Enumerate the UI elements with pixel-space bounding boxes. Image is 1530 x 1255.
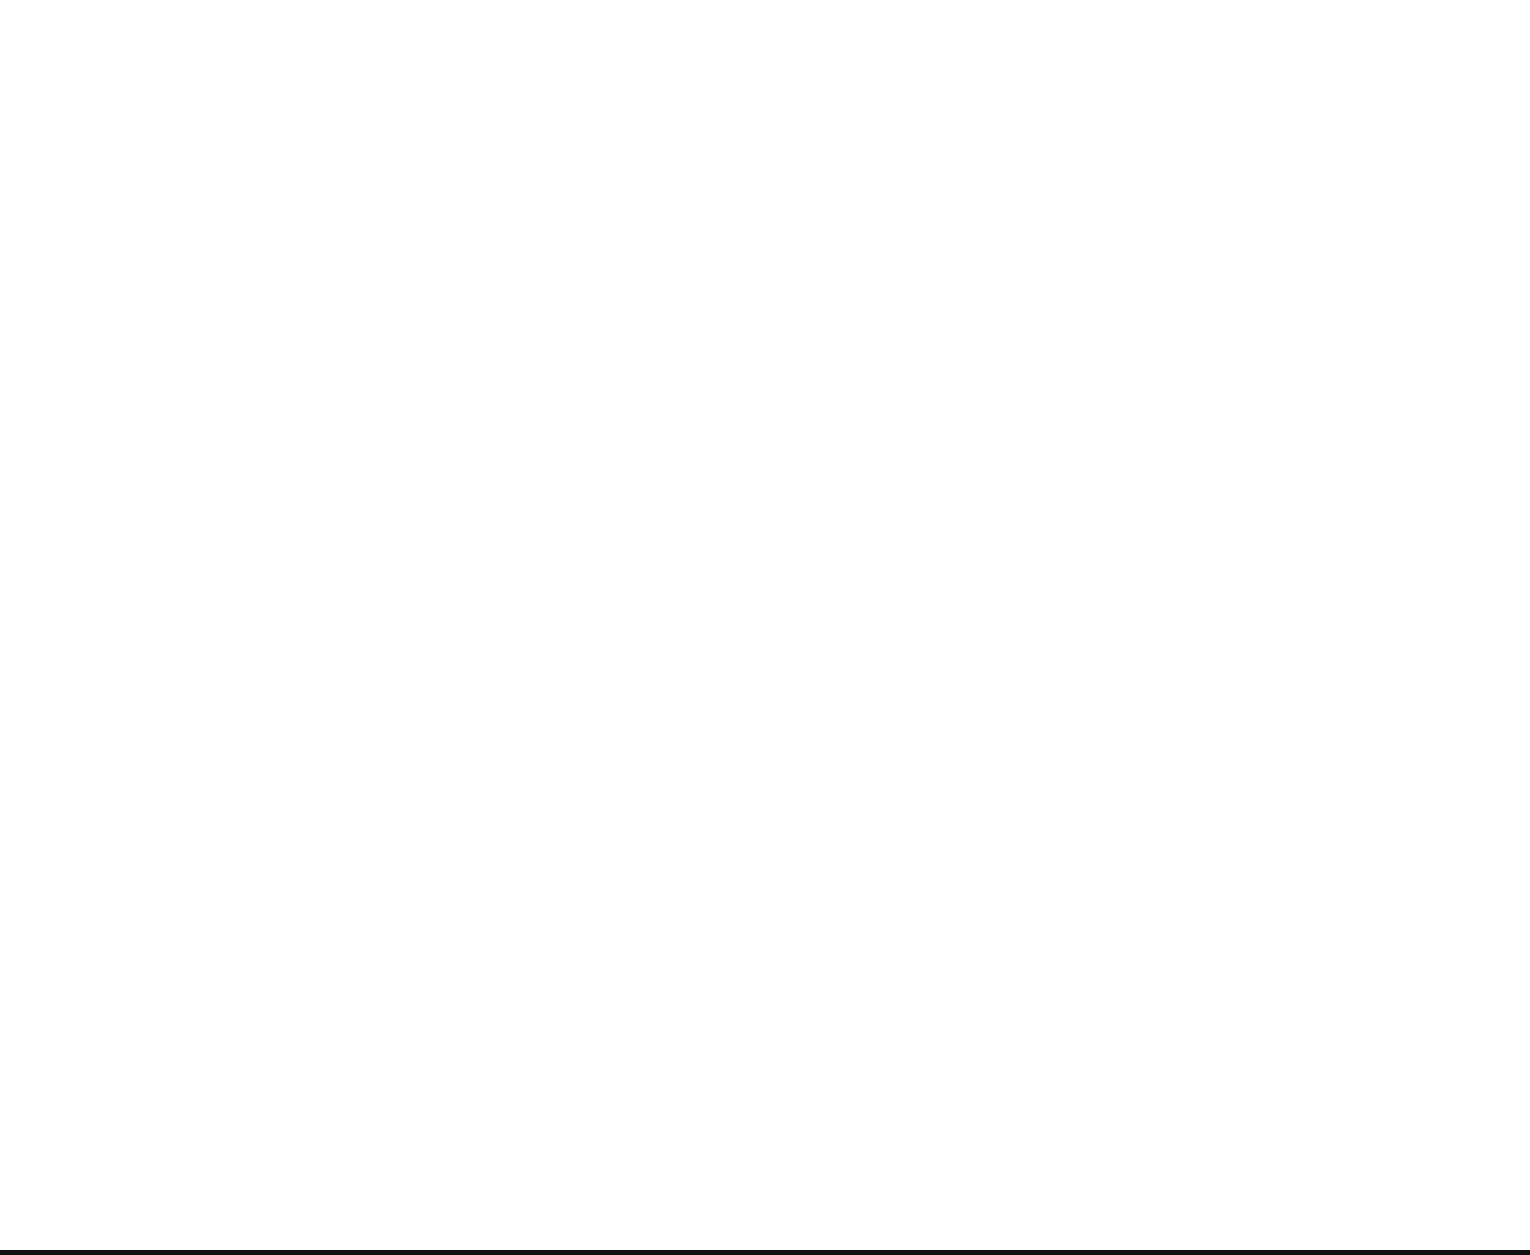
- page-bottom-border: [0, 1250, 1530, 1255]
